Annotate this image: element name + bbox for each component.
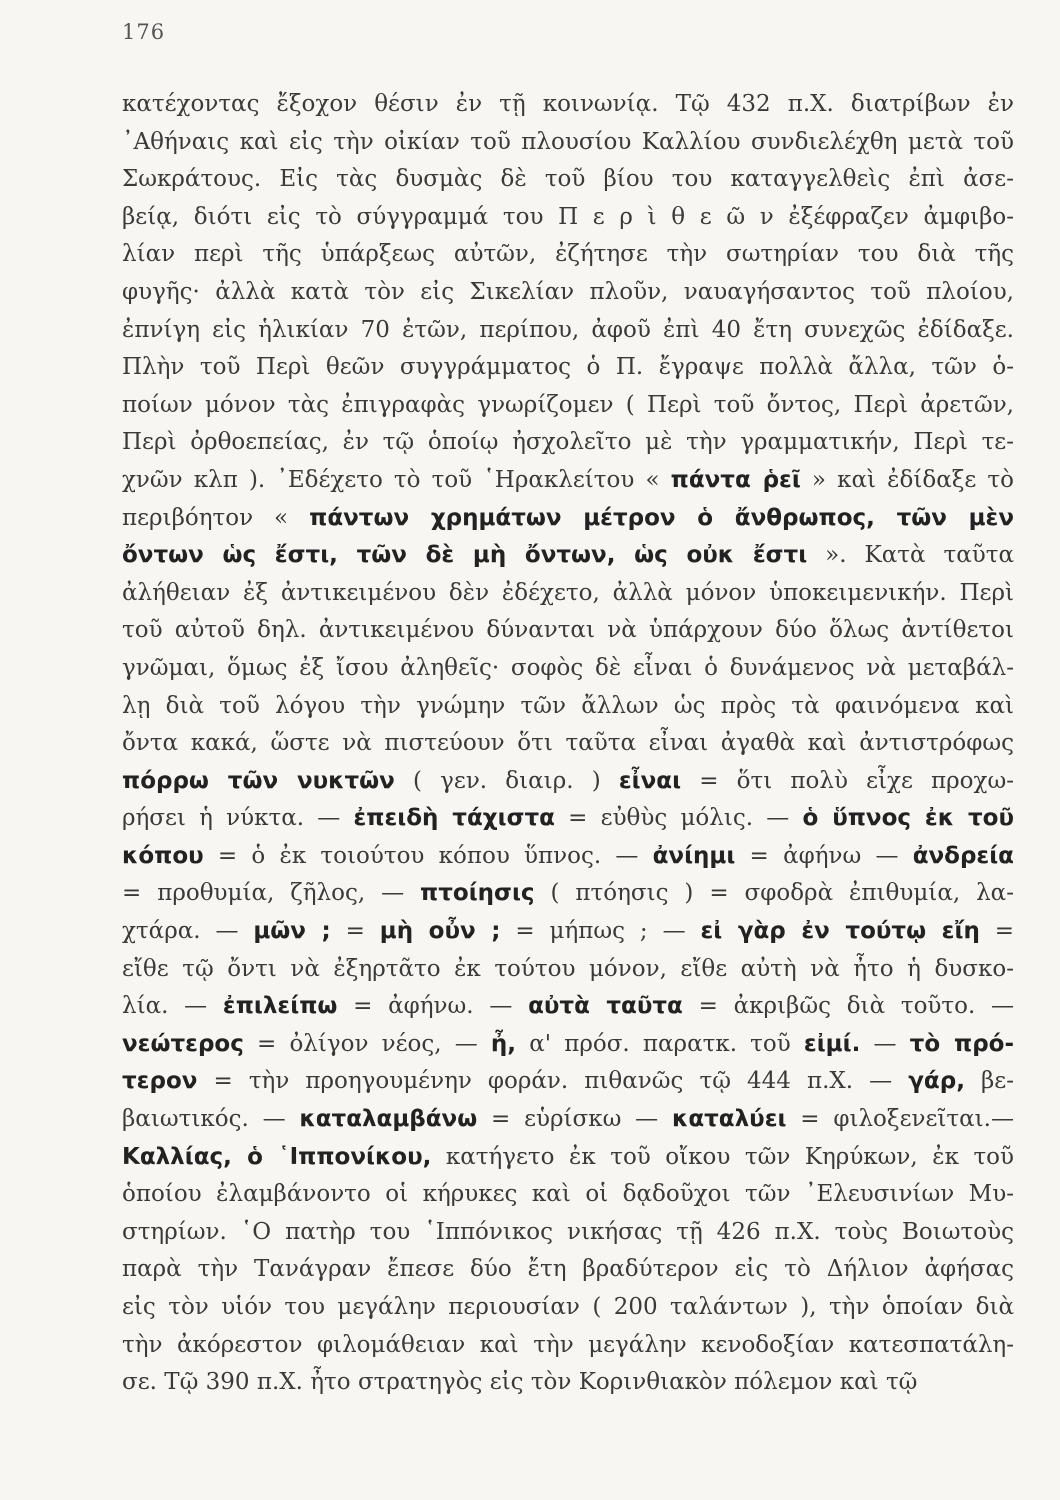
- text-line: [122, 988, 1014, 1026]
- text-run: =: [330, 918, 380, 945]
- text-line: [122, 462, 1014, 500]
- text-run: χνῶν κλπ ). ᾿Εδέχετο τὸ τοῦ ῾Ηρακλείτου «: [122, 466, 671, 493]
- text-line: [122, 199, 1014, 237]
- text-line: [122, 1251, 1014, 1289]
- text-line: [122, 349, 1014, 387]
- text-line: [122, 537, 1014, 575]
- text-run: εἴθε τῷ ὄντι νὰ ἐξηρτᾶτο ἐκ τούτου μόνον, εἴθε αὐτὴ νὰ ἦτο ἡ δυσκο-: [122, 955, 1014, 982]
- bold-term: κόπου: [122, 842, 204, 869]
- text-run: κατέχοντας ἔξοχον θέσιν ἐν τῇ κοινωνίᾳ. Τῷ 432 π.Χ. διατρίβων ἐν: [122, 91, 1014, 117]
- text-line: [122, 1101, 1014, 1139]
- text-line: [122, 1327, 1014, 1365]
- bold-term: πόρρω τῶν νυκτῶν: [122, 767, 395, 794]
- text-line: [122, 1176, 1014, 1214]
- bold-term: ἦ,: [490, 1030, 517, 1057]
- text-run: » καὶ ἐδίδαξε τὸ: [800, 466, 1014, 493]
- bold-term: εἰ γὰρ ἐν τούτῳ εἴη: [700, 918, 980, 945]
- text-run: γνῶμαι, ὅμως ἐξ ἴσου ἀληθεῖς· σοφὸς δὲ εἶναι ὁ δυνάμενος νὰ μεταβάλ-: [122, 654, 1014, 681]
- bold-term: ἐπειδὴ τάχιστα: [353, 805, 555, 832]
- text-run: = εὐθὺς μόλις. —: [554, 805, 803, 832]
- text-run: =: [979, 918, 1014, 945]
- text-run: = ἀκριβῶς διὰ τοῦτο. —: [682, 993, 1014, 1020]
- bold-term: Καλλίας, ὁ ῾Ιππονίκου,: [122, 1143, 432, 1170]
- text-run: ( πτόησις ) = σφοδρὰ ἐπιθυμία, λα-: [534, 880, 1014, 907]
- bold-term: πτοίησις: [420, 880, 535, 907]
- text-line: [122, 650, 1014, 688]
- text-line: [122, 387, 1014, 425]
- text-line: [122, 575, 1014, 613]
- text-run: ποίων μόνον τὰς ἐπιγραφὰς γνωρίζομεν ( Περὶ τοῦ ὄντος, Περὶ ἀρετῶν,: [122, 391, 1014, 418]
- text-run: φυγῆς· ἀλλὰ κατὰ τὸν εἰς Σικελίαν πλοῦν, ναυαγήσαντος τοῦ πλοίου,: [122, 278, 1014, 305]
- text-run: = ἀφήνω —: [735, 842, 913, 869]
- body-text: [122, 86, 1014, 1402]
- text-line: [122, 612, 1014, 650]
- text-run: τοῦ αὐτοῦ δηλ. ἀντικειμένου δύνανται νὰ ὑπάρχουν δύο ὅλως ἀντίθετοι: [122, 617, 1014, 644]
- text-line: [122, 500, 1014, 538]
- text-line: [122, 875, 1014, 913]
- text-run: = τὴν προηγουμένην φοράν. πιθανῶς τῷ 444 π.Χ. —: [197, 1068, 909, 1095]
- text-run: τὴν ἀκόρεστον φιλομάθειαν καὶ τὴν μεγάλην κενοδοξίαν κατεσπατάλη-: [122, 1331, 1014, 1358]
- bold-term: μὴ οὖν ;: [379, 918, 501, 945]
- text-run: ὁποίου ἐλαμβάνοντο οἱ κήρυκες καὶ οἱ δᾳδοῦχοι τῶν ᾿Ελευσινίων Μυ-: [122, 1181, 1014, 1208]
- text-line: [122, 951, 1014, 989]
- text-run: = ὁ ἐκ τοιούτου κόπου ὕπνος. —: [203, 842, 653, 869]
- text-line: [122, 161, 1014, 199]
- bold-term: μῶν ;: [253, 918, 331, 945]
- bold-term: καταλύει: [671, 1106, 787, 1133]
- text-run: στηρίων. ῾Ο πατὴρ του ῾Ιππόνικος νικήσας τῇ 426 π.Χ. τοὺς Βοιωτοὺς: [122, 1218, 1014, 1245]
- text-line: [122, 800, 1014, 838]
- text-run: = εὑρίσκω —: [477, 1106, 672, 1133]
- bold-term: εἰμί.: [803, 1030, 861, 1057]
- text-run: εἰς τὸν υἱόν του μεγάλην περιουσίαν ( 200 ταλάντων ), τὴν ὁποίαν διὰ: [122, 1294, 1014, 1320]
- text-run: βείᾳ, διότι εἰς τὸ σύγγραμμά του Π ε ρ ὶ θ ε ῶ ν ἐξέφραζεν ἀμφιβο-: [122, 203, 1014, 230]
- text-line: [122, 312, 1014, 350]
- text-line: [122, 124, 1014, 162]
- text-run: = προθυμία, ζῆλος, —: [122, 880, 421, 907]
- text-line: [122, 838, 1014, 876]
- bold-term: ἀνίημι: [652, 842, 736, 869]
- text-run: = ὀλίγον νέος, —: [243, 1030, 491, 1057]
- text-run: ἐπνίγη εἰς ἡλικίαν 70 ἐτῶν, περίπου, ἀφοῦ ἐπὶ 40 ἔτη συνεχῶς ἐδίδαξε.: [122, 316, 1014, 343]
- text-run: λῃ διὰ τοῦ λόγου τὴν γνώμην τῶν ἄλλων ὡς πρὸς τὰ φαινόμενα καὶ: [122, 692, 1014, 719]
- text-line: [122, 1026, 1014, 1064]
- text-run: ». Κατὰ ταῦτα: [807, 542, 1014, 569]
- bold-term: γάρ,: [908, 1068, 965, 1095]
- text-run: ρήσει ἡ νύκτα. —: [122, 805, 354, 832]
- text-line: [122, 86, 1014, 124]
- text-line: [122, 236, 1014, 274]
- text-run: σε. Τῷ 390 π.Χ. ἦτο στρατηγὸς εἰς τὸν Κορινθιακὸν πόλεμον καὶ τῷ: [122, 1369, 918, 1396]
- text-run: Περὶ ὀρθοεπείας, ἐν τῷ ὁποίῳ ἠσχολεῖτο μὲ τὴν γραμματικήν, Περὶ τε-: [122, 429, 1014, 456]
- text-run: λία. —: [122, 993, 223, 1020]
- text-line: [122, 913, 1014, 951]
- bold-term: καταλαμβάνω: [299, 1106, 478, 1133]
- text-line: [122, 1364, 1014, 1402]
- bold-term: πάντων χρημάτων μέτρον ὁ ἄνθρωπος, τῶν μὲν: [309, 504, 1014, 531]
- text-line: [122, 1063, 1014, 1101]
- text-run: = μήπως ; —: [500, 918, 701, 945]
- text-run: = ἀφήνω. —: [337, 993, 529, 1020]
- text-run: λίαν περὶ τῆς ὑπάρξεως αὐτῶν, ἐζήτησε τὴν σωτηρίαν του διὰ τῆς: [122, 241, 1014, 268]
- text-line: [122, 424, 1014, 462]
- text-run: παρὰ τὴν Τανάγραν ἔπεσε δύο ἔτη βραδύτερον εἰς τὸ Δήλιον ἀφήσας: [122, 1256, 1014, 1283]
- bold-term: ἀνδρεία: [912, 842, 1014, 869]
- text-run: ἀλήθειαν ἐξ ἀντικειμένου δὲν ἐδέχετο, ἀλλὰ μόνον ὑποκειμενικήν. Περὶ: [122, 579, 1014, 606]
- page-number: 176: [122, 20, 166, 44]
- bold-term: ἐπιλείπω: [222, 993, 338, 1020]
- text-run: —: [860, 1030, 910, 1057]
- text-run: βαιωτικός. —: [122, 1106, 300, 1133]
- bold-term: νεώτερος: [122, 1030, 244, 1057]
- bold-term: τερον: [122, 1068, 198, 1095]
- text-run: = φιλοξενεῖται.—: [786, 1106, 1014, 1133]
- text-line: [122, 688, 1014, 726]
- text-run: κατήγετο ἐκ τοῦ οἴκου τῶν Κηρύκων, ἐκ τοῦ: [431, 1143, 1014, 1170]
- bold-term: τὸ πρό-: [909, 1030, 1014, 1057]
- text-line: [122, 1289, 1014, 1327]
- bold-term: αὐτὰ ταῦτα: [528, 993, 683, 1020]
- text-run: χτάρα. —: [122, 918, 254, 945]
- text-run: ᾿Αθήναις καὶ εἰς τὴν οἰκίαν τοῦ πλουσίου Καλλίου συνδιελέχθη μετὰ τοῦ: [122, 128, 1014, 155]
- text-run: περιβόητον «: [122, 504, 310, 531]
- text-line: [122, 1139, 1014, 1177]
- text-line: [122, 725, 1014, 763]
- text-line: [122, 1214, 1014, 1252]
- text-line: [122, 763, 1014, 801]
- text-run: ὄντα κακά, ὥστε νὰ πιστεύουν ὅτι ταῦτα εἶναι ἀγαθὰ καὶ ἀντιστρόφως: [122, 730, 1014, 757]
- text-line: [122, 274, 1014, 312]
- bold-term: πάντα ῥεῖ: [670, 466, 801, 493]
- text-run: α' πρόσ. παρατκ. τοῦ: [516, 1030, 804, 1057]
- text-run: βε-: [964, 1068, 1014, 1095]
- bold-term: ὁ ὕπνος ἐκ τοῦ: [802, 805, 1014, 832]
- text-run: Πλὴν τοῦ Περὶ θεῶν συγγράμματος ὁ Π. ἔγραψε πολλὰ ἄλλα, τῶν ὁ-: [122, 354, 1014, 381]
- text-run: Σωκράτους. Εἰς τὰς δυσμὰς δὲ τοῦ βίου του καταγγελθεὶς ἐπὶ ἀσε-: [122, 166, 1014, 193]
- bold-term: εἶναι: [618, 767, 682, 794]
- bold-term: ὄντων ὡς ἔστι, τῶν δὲ μὴ ὄντων, ὡς οὐκ ἔστι: [122, 542, 808, 569]
- text-run: ( γεν. διαιρ. ): [394, 767, 619, 794]
- text-run: = ὅτι πολὺ εἶχε προχω-: [681, 767, 1014, 794]
